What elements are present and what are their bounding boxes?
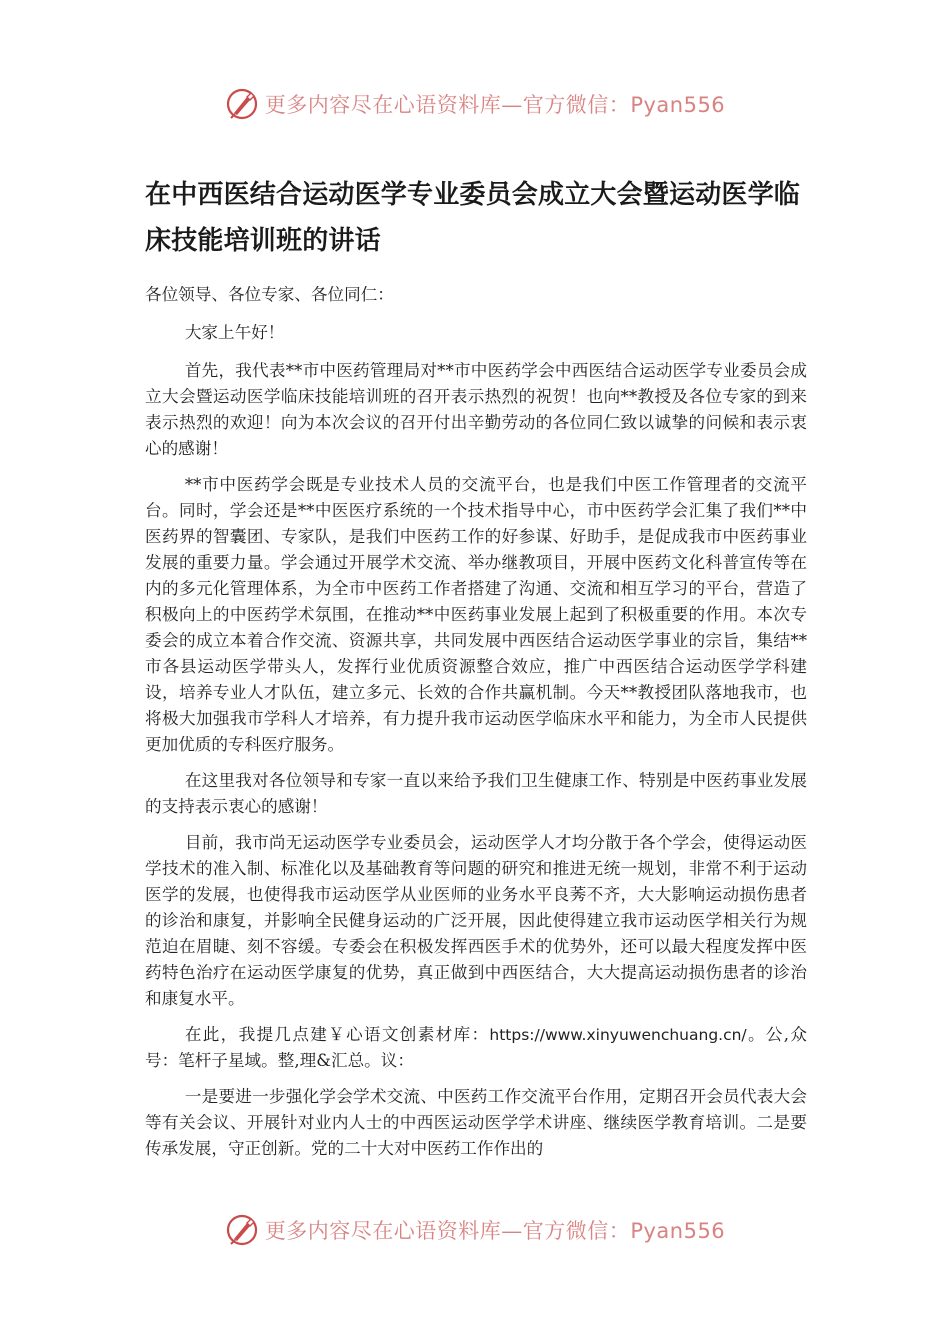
pen-nib-circle-icon [225, 87, 259, 121]
banner-text [265, 1215, 725, 1245]
suggestion-paragraph [145, 1022, 807, 1074]
paragraph: 在这里我对各位领导和专家一直以来给予我们卫生健康工作、特别是中医药事业发展的支持表示衷心的感谢！ [145, 771, 807, 816]
banner-label: 更多内容尽在心语资料库—官方微信： [264, 1219, 631, 1243]
paragraph: 一是要进一步强化学会学术交流、中医药工作交流平台作用，定期召开会员代表大会等有关会议、开展针对业内人士的中西医运动医学学术讲座、继续医学教育培训。二是要传承发展，守正创新。党的二十大对中医药工作作出的 [145, 1087, 807, 1158]
footer-banner [0, 1206, 950, 1254]
banner-text [265, 89, 725, 119]
pen-nib-circle-icon [225, 1213, 259, 1247]
document-title: 在中西医结合运动医学专业委员会成立大会暨运动医学临床技能培训班的讲话 [145, 180, 801, 256]
suggestion-before: 在此，我提几点建￥心语文创素材库： [184, 1025, 490, 1044]
banner-account: Pyan556 [630, 93, 726, 117]
document-body [145, 282, 807, 1172]
suggestion-after: 。公,众号：笔杆子星域。整,理&汇总。议： [145, 1025, 807, 1070]
hello-line: 大家上午好！ [184, 323, 285, 342]
paragraph: 目前，我市尚无运动医学专业委员会，运动医学人才均分散于各个学会，使得运动医学技术的准入制、标准化以及基础教育等问题的研究和推进无统一规划，非常不利于运动医学的发展，也使得我市运动医学从业医师的业务水平良莠不齐，大大影响运动损伤患者的诊治和康复，并影响全民健身运动的广泛开展，因此使得建立我市运动医学相关行为规范迫在眉睫、刻不容缓。专委会在积极发挥西医手术的优势外，还可以最大程度发挥中医药特色治疗在运动医学康复的优势，真正做到中西医结合，大大提高运动损伤患者的诊治和康复水平。 [145, 833, 807, 1008]
banner-label: 更多内容尽在心语资料库—官方微信： [264, 93, 631, 117]
suggestion-link[interactable]: https://www.xinyuwenchuang.cn/ [489, 1026, 747, 1044]
header-banner [0, 80, 950, 128]
banner-account: Pyan556 [630, 1219, 726, 1243]
paragraph: **市中医药学会既是专业技术人员的交流平台，也是我们中医工作管理者的交流平台。同时，学会还是**中医医疗系统的一个技术指导中心，市中医药学会汇集了我们**中医药界的智囊团、专家队，是我们中医药工作的好参谋、好助手，是促成我市中医药事业发展的重要力量。学会通过开展学术交流、举办继教项目，开展中医药文化科普宣传等在内的多元化管理体系，为全市中医药工作者搭建了沟通、交流和相互学习的平台，营造了积极向上的中医药学术氛围，在推动**中医药事业发展上起到了积极重要的作用。本次专委会的成立本着合作交流、资源共享，共同发展中西医结合运动医学事业的宗旨，集结**市各县运动医学带头人，发挥行业优质资源整合效应，推广中西医结合运动医学学科建设，培养专业人才队伍，建立多元、长效的合作共赢机制。今天**教授团队落地我市，也将极大加强我市学科人才培养，有力提升我市运动医学临床水平和能力，为全市人民提供更加优质的专科医疗服务。 [145, 475, 807, 754]
paragraph: 首先，我代表**市中医药管理局对**市中医药学会中西医结合运动医学专业委员会成立大会暨运动医学临床技能培训班的召开表示热烈的祝贺！也向**教授及各位专家的到来表示热烈的欢迎！向为本次会议的召开付出辛勤劳动的各位同仁致以诚挚的问候和表示衷心的感谢！ [145, 361, 807, 458]
greeting: 各位领导、各位专家、各位同仁： [145, 285, 394, 304]
